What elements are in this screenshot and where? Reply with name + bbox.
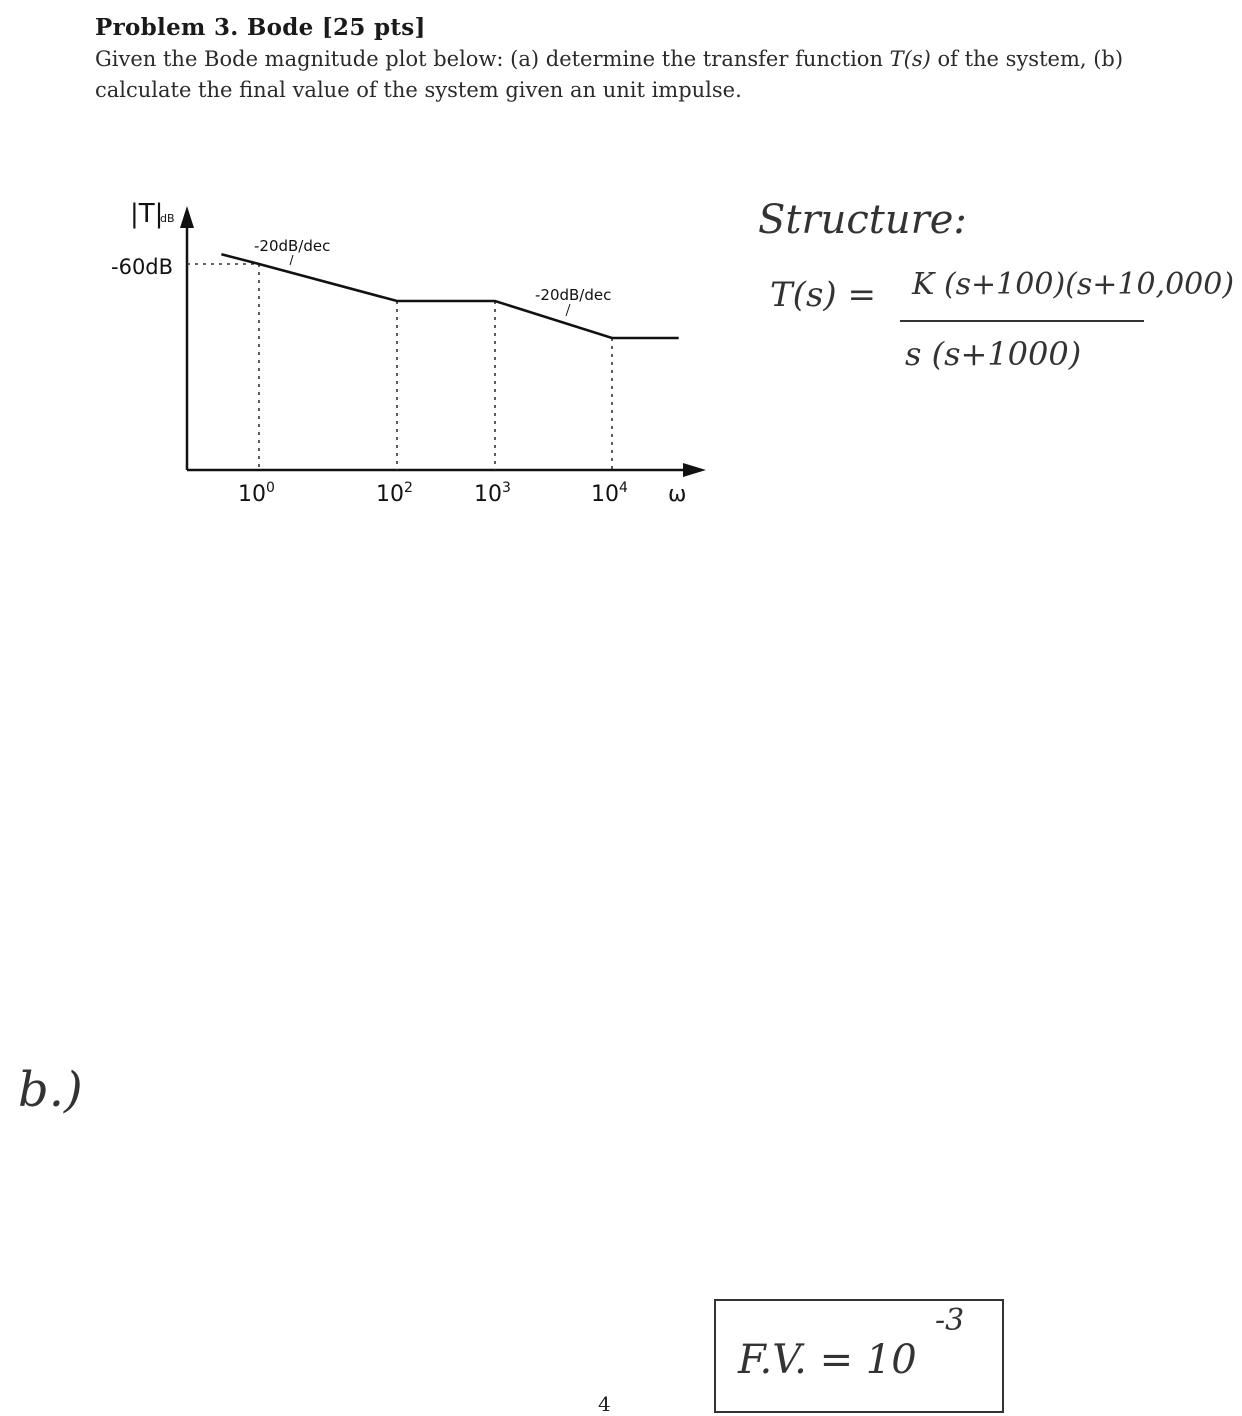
final-value-exponent: -3 bbox=[935, 1303, 965, 1338]
final-value-answer: F.V. = 10 bbox=[738, 1337, 917, 1383]
y-axis-label: |T| bbox=[130, 199, 164, 229]
part-b-label: b.) bbox=[18, 1062, 83, 1118]
slope-annotation-pointer bbox=[290, 255, 293, 265]
page-number: 4 bbox=[598, 1392, 611, 1416]
structure-label: Structure: bbox=[758, 197, 967, 243]
slope-annotation-pointer bbox=[566, 304, 570, 316]
transfer-function-numerator: K (s+100)(s+10,000) bbox=[912, 267, 1235, 302]
y-axis-label-sub: dB bbox=[160, 212, 175, 225]
y-axis-arrow bbox=[180, 206, 194, 228]
y-tick-label: -60dB bbox=[111, 255, 174, 279]
transfer-function-denominator: s (s+1000) bbox=[905, 335, 1082, 373]
problem-title: Problem 3. Bode [25 pts] bbox=[95, 14, 426, 41]
x-tick-label: $10^0$ bbox=[238, 480, 275, 507]
slope-annotation: -20dB/dec bbox=[535, 286, 612, 304]
x-axis-label: ω bbox=[668, 482, 687, 507]
problem-text-after: of the system, (b) calculate the final value of the system given an unit impulse. bbox=[95, 47, 1124, 102]
x-axis-arrow bbox=[683, 463, 706, 477]
x-tick-label: $10^2$ bbox=[376, 480, 413, 507]
x-tick-label: $10^4$ bbox=[591, 480, 628, 507]
slope-annotation: -20dB/dec bbox=[254, 237, 331, 255]
problem-text-before: Given the Bode magnitude plot below: (a) determine the transfer function bbox=[95, 47, 890, 71]
transfer-function-lhs: T(s) = bbox=[770, 275, 876, 315]
x-tick-label: $10^3$ bbox=[474, 480, 511, 507]
transfer-function-symbol: T(s) bbox=[889, 47, 931, 71]
